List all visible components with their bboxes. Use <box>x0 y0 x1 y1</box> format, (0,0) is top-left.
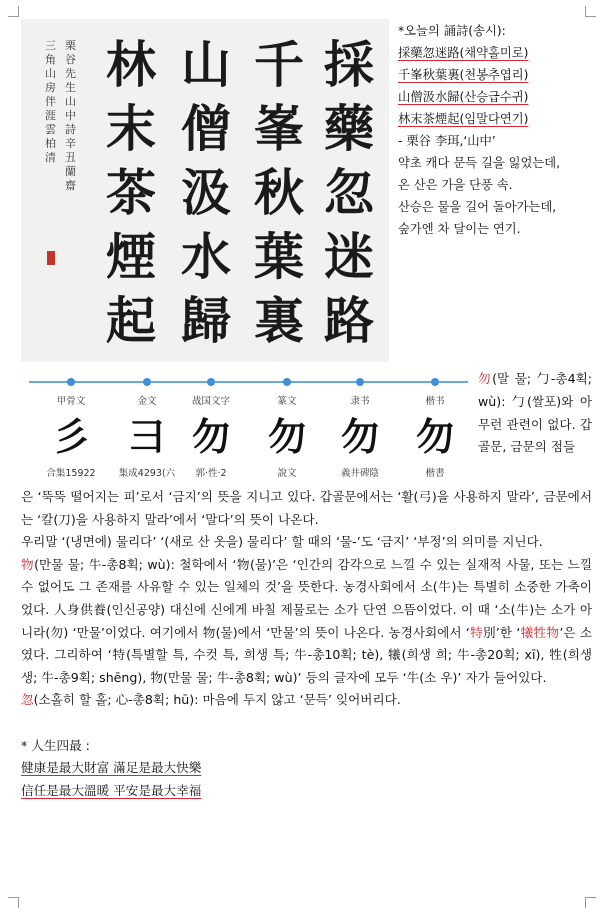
entry-character: 物 <box>21 556 35 572</box>
side-paragraph <box>478 368 592 459</box>
script-style-label: 楷书 <box>425 396 445 407</box>
calligraphy-character: 裏 <box>254 291 304 350</box>
calligraphy-character: 汲 <box>181 163 231 222</box>
entry-character: 勿 <box>478 371 493 386</box>
script-evolution-strip <box>21 376 468 486</box>
calligraphy-character: 葉 <box>254 227 304 286</box>
calligraphy-character: 煙 <box>106 227 156 286</box>
quote-line: 信任是最大溫暖 平安是最大幸福 <box>21 782 202 798</box>
script-glyph: 彡 <box>51 413 90 459</box>
calligraphy-column <box>174 33 238 353</box>
calligraphy-character: 末 <box>106 99 156 158</box>
script-glyph: 勿 <box>340 413 379 459</box>
seal-stamp <box>47 251 55 265</box>
script-glyph: 勿 <box>191 413 230 459</box>
timeline-dot <box>207 378 215 386</box>
calligraphy-signature: 栗谷先生山中詩辛丑蘭齋 <box>65 39 76 192</box>
entry-text: (말 물; 勹-총4획; wù): 勹(쌀포)와 아무런 관련이 없다. 갑골문, 금문의 점들 <box>478 371 592 455</box>
poem-line: 林末茶煙起(임말다연기) <box>398 112 529 126</box>
calligraphy-character: 藥 <box>324 99 374 158</box>
calligraphy-signature: 三角山房伴涯雲柏清 <box>45 39 56 164</box>
calligraphy-character: 茶 <box>106 163 156 222</box>
poem-translation: 산승은 물을 길어 돌아가는데, <box>398 200 557 214</box>
calligraphy-column <box>247 33 311 353</box>
poem-line: 山僧汲水歸(산승급수귀) <box>398 90 529 104</box>
poem-source: - 栗谷 李珥,‘山中’ <box>398 134 496 148</box>
script-source-label: 說文 <box>277 468 297 479</box>
calligraphy-character: 忽 <box>324 163 374 222</box>
script-glyph: 彐 <box>127 413 166 459</box>
script-source-label: 義井碑陰 <box>340 468 379 479</box>
corner-mark-bottom-left <box>8 897 19 908</box>
calligraphy-character: 採 <box>324 35 374 94</box>
corner-mark-top-left <box>8 6 19 17</box>
corner-mark-bottom-right <box>585 897 596 908</box>
calligraphy-character: 迷 <box>324 227 374 286</box>
script-glyph: 勿 <box>267 413 306 459</box>
poem-translation: 온 산은 가을 단풍 속. <box>398 178 513 192</box>
poem-translation: 숲가엔 차 달이는 연기. <box>398 222 521 236</box>
calligraphy-character: 水 <box>181 227 231 286</box>
calligraphy-character: 千 <box>254 35 304 94</box>
poem-line: 採藥忽迷路(채약홀미로) <box>398 46 529 60</box>
script-style-label: 甲骨文 <box>56 396 86 407</box>
calligraphy-character: 路 <box>324 291 374 350</box>
paragraph: 物(만물 물; 牛-총8획; wù): 철학에서 ‘物(물)’은 ‘인간의 감각으로 느낄 수 있는 실재적 사물, 또는 느낄 수 없어도 그 존재를 사유할 수 있는 일체의 것’을 뜻한다. 농경사회에서 소(牛)는 특별히 소중한 가축이었다. 人身供養(인신공양) 대신에 신에게 바칠 제물로는 소가 단연 으뜸이었다. 이 때 ‘소(牛)는 소가 아니라(勿) ‘만물’이었다. 여기에서 物(물)에서 ‘만물’의 뜻이 나온다. 농경사회에서 ‘特別’한 ‘犧牲物’은 소였다. 그리하여 ‘特(특별할 특, 수컷 특, 희생 특; 牛-총10획; tè), 犧(희생 희; 牛-총20획; xī), 牲(희생 생; 牛-총9획; shēng), 物(만물 물; 牛-총8획; wù)’ 등의 글자에 모두 ‘牛(소 우)’ 자가 들어있다. <box>21 556 593 685</box>
script-style-label: 篆文 <box>277 396 297 407</box>
highlight-text: 犧牲物 <box>520 624 560 640</box>
timeline-dot <box>143 378 151 386</box>
poem-line: 千峯秋葉裏(천봉추엽리) <box>398 68 529 82</box>
calligraphy-character: 歸 <box>181 291 231 350</box>
script-source-label: 合集15922 <box>46 468 96 479</box>
highlight-text: 特 <box>469 624 484 640</box>
calligraphy-image <box>21 19 389 362</box>
timeline-line <box>29 381 468 383</box>
script-style-label: 金文 <box>137 396 157 407</box>
calligraphy-character: 峯 <box>254 99 304 158</box>
paragraph: 은 ‘뚝뚝 떨어지는 피’로서 ‘금지’의 뜻을 지니고 있다. 갑골문에서는 ‘활(弓)을 사용하지 말라’, 금문에서는 ‘칼(刀)을 사용하지 말라’에서 ‘말다’의 뜻이 나온다. <box>21 489 592 527</box>
quote-line: 健康是最大財富 滿足是最大快樂 <box>21 760 202 776</box>
main-text <box>21 486 592 802</box>
timeline-dot <box>431 378 439 386</box>
calligraphy-column <box>317 33 381 353</box>
corner-mark-top-right <box>585 6 596 17</box>
script-source-label: 郭·性·2 <box>195 468 227 479</box>
poem-heading: *오늘의 誦詩(송시): <box>398 24 506 38</box>
entry-character: 忽 <box>21 692 34 708</box>
calligraphy-column <box>99 33 163 353</box>
calligraphy-character: 秋 <box>254 163 304 222</box>
paragraph: 忽(소홀히 할 홀; 心-총8획; hū): 마음에 두지 않고 ‘문득’ 잊어버리다. <box>21 692 401 708</box>
script-style-label: 战国文字 <box>191 396 230 407</box>
poem-translation: 약초 캐다 문득 길을 잃었는데, <box>398 156 561 170</box>
calligraphy-character: 僧 <box>181 99 231 158</box>
calligraphy-character: 起 <box>106 291 156 350</box>
calligraphy-character: 林 <box>106 35 156 94</box>
paragraph: 우리말 ‘(냉면에) 물리다’ ‘(새로 산 옷을) 물리다’ 할 때의 ‘물-’도 ‘금지’ ‘부정’의 의미를 지닌다. <box>21 534 543 550</box>
script-source-label: 楷書 <box>425 468 445 479</box>
timeline-dot <box>67 378 75 386</box>
calligraphy-character: 山 <box>181 35 231 94</box>
section-heading: * 人生四最 : <box>21 737 90 753</box>
script-style-label: 隶书 <box>350 396 370 407</box>
timeline-dot <box>356 378 364 386</box>
script-glyph: 勿 <box>415 413 454 459</box>
timeline-dot <box>283 378 291 386</box>
script-source-label: 集成4293(六 <box>118 468 176 479</box>
poem-block <box>398 20 592 240</box>
